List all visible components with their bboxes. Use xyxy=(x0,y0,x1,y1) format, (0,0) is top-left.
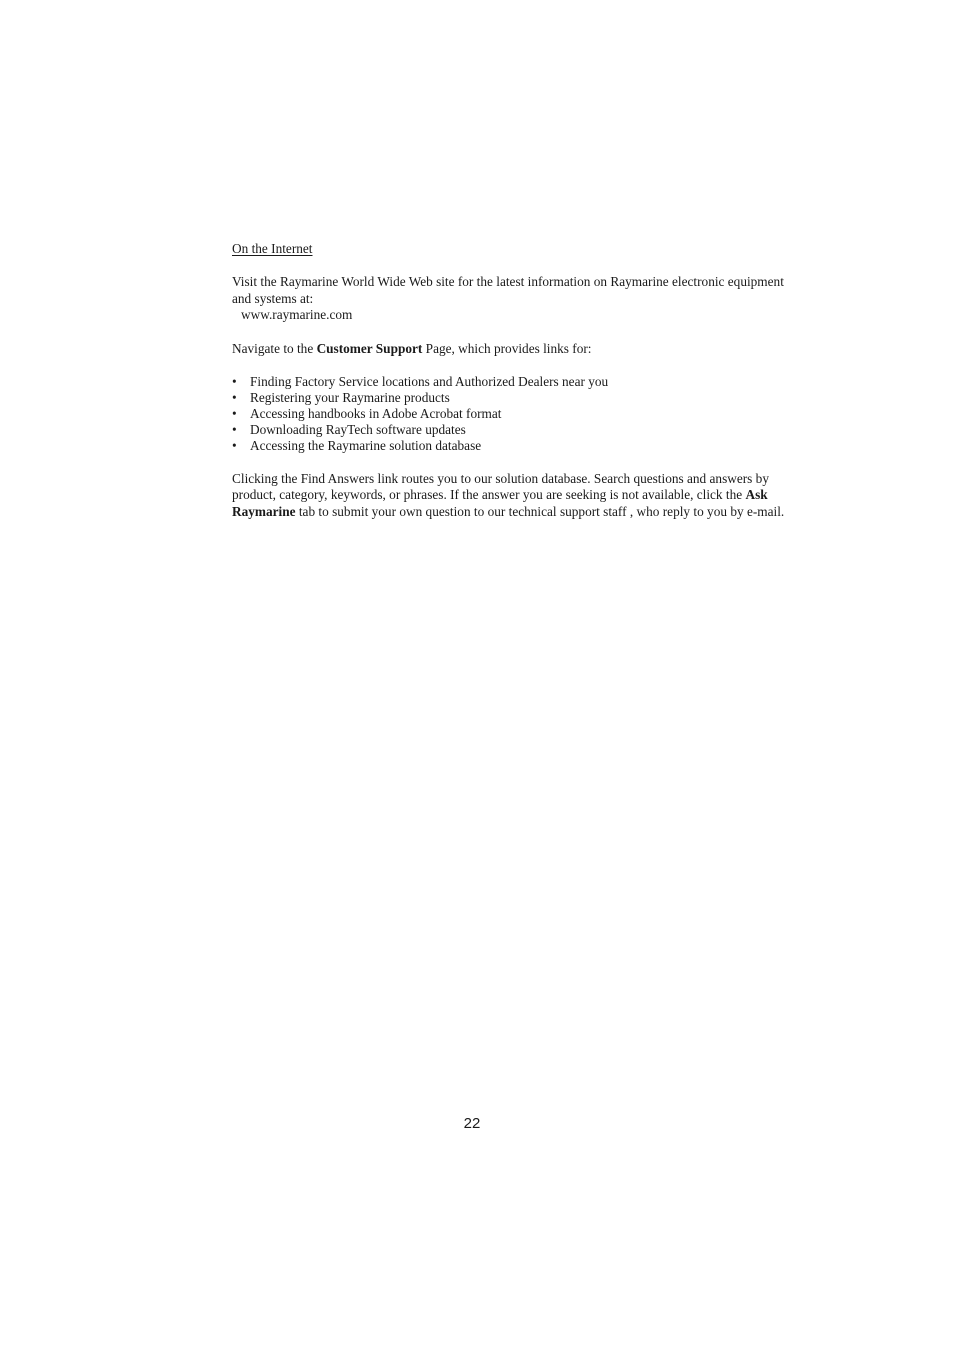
list-item xyxy=(232,390,792,406)
closing-prefix: Clicking the Find Answers link routes you to our solution database. Search questions and answers by product, category, keywords, or phrases. If the answer you are seeking is not available, click the xyxy=(232,471,769,503)
list-item-text: Accessing the Raymarine solution database xyxy=(250,438,482,454)
spacer xyxy=(232,257,792,274)
list-item xyxy=(232,438,792,454)
list-item-text: Registering your Raymarine products xyxy=(250,390,450,406)
list-item xyxy=(232,406,792,422)
section-heading: On the Internet xyxy=(232,241,313,256)
list-item-text: Accessing handbooks in Adobe Acrobat format xyxy=(250,406,502,422)
document-body xyxy=(232,241,792,520)
list-item xyxy=(232,422,792,438)
website-url: www.raymarine.com xyxy=(241,307,353,323)
navigate-paragraph xyxy=(232,341,792,357)
list-item-text: Downloading RayTech software updates xyxy=(250,422,466,438)
closing-paragraph xyxy=(232,471,792,520)
intro-paragraph xyxy=(232,274,792,307)
customer-support-label: Customer Support xyxy=(316,340,423,356)
ask-raymarine-label: Ask Raymarine xyxy=(232,487,768,519)
list-item-text: Finding Factory Service locations and Authorized Dealers near you xyxy=(250,374,609,390)
intro-text: Visit the Raymarine World Wide Web site for the latest information on Raymarine electronic equipment and systems at: xyxy=(232,274,784,306)
bullet-icon: • xyxy=(232,374,237,390)
spacer xyxy=(232,357,792,374)
spacer xyxy=(232,454,792,471)
navigate-prefix: Navigate to the xyxy=(232,340,317,356)
navigate-suffix: Page, which provides links for: xyxy=(422,340,592,356)
support-links-list xyxy=(232,374,792,454)
page-number: 22 xyxy=(463,1115,481,1132)
bullet-icon: • xyxy=(232,422,237,438)
closing-suffix: tab to submit your own question to our technical support staff , who reply to you by e-mail. xyxy=(295,503,785,519)
spacer xyxy=(232,324,792,341)
list-item xyxy=(232,374,792,390)
bullet-icon: • xyxy=(232,438,237,454)
bullet-icon: • xyxy=(232,390,237,406)
bullet-icon: • xyxy=(232,406,237,422)
